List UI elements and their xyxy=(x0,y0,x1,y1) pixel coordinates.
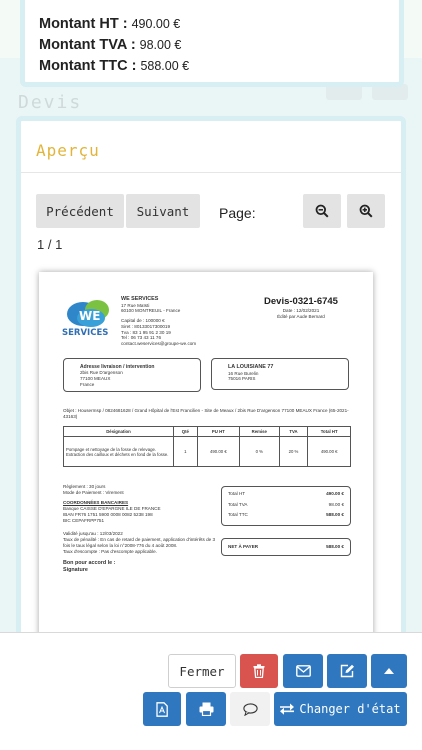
quote-author: Édité par Aude Bernard xyxy=(277,313,325,319)
bank-line: Banque CAISSE D'EPARGNE ILE DE FRANCE xyxy=(63,506,161,512)
total-ttc-value: 588.00 € xyxy=(140,59,190,73)
trash-icon xyxy=(253,664,265,678)
quote-lines-table xyxy=(63,426,351,467)
delete-button[interactable] xyxy=(240,654,278,688)
table-cell-total: 490.00 € xyxy=(308,437,351,467)
change-state-label: Changer d'état xyxy=(299,702,401,716)
bank-line: BIC CEPAFRPP751 xyxy=(63,517,105,523)
bank-title: COORDONNÉES BANCAIRES xyxy=(63,500,129,506)
exchange-icon xyxy=(280,703,294,715)
caret-up-icon xyxy=(384,668,394,674)
delivery-address-line: 2bis Rue D'argenson xyxy=(80,370,123,376)
table-cell-pu: 490.00 € xyxy=(197,437,239,467)
logo-subtext: SERVICES xyxy=(62,328,109,338)
document-page xyxy=(39,272,373,676)
table-cell-remise: 0 % xyxy=(240,437,280,467)
total-ttc-row xyxy=(39,55,189,76)
total-tva-label: Montant TVA : xyxy=(39,37,136,53)
company-name: WE SERVICES xyxy=(121,296,159,302)
sum-tva-label: Total TVA xyxy=(228,501,248,507)
company-line: Tel : 06 73 43 11 76 xyxy=(121,335,162,341)
client-address-line: 16 Rue Burelin xyxy=(228,370,259,376)
page-label: Page: xyxy=(219,205,256,221)
table-header: PU HT xyxy=(197,427,239,437)
table-header: TVA xyxy=(279,427,308,437)
validity-line: Taux d'escompte : Pas d'escompte applicable. xyxy=(63,548,157,554)
payment-line: Mode de Paiement : Virement xyxy=(63,489,124,495)
payment-line: Règlement : 30 jours xyxy=(63,484,106,489)
delivery-address-box xyxy=(63,358,201,392)
sum-ttc-label: Total TTC xyxy=(228,512,248,518)
preview-card xyxy=(16,116,406,676)
delivery-address-title: Adresse livraison / intervention xyxy=(80,364,155,370)
delivery-address-line: 77100 MEAUX xyxy=(80,375,111,381)
table-header: Qté xyxy=(174,427,198,437)
company-line: 17 Rue Maïsti xyxy=(121,302,150,308)
close-button[interactable]: Fermer xyxy=(168,654,236,688)
net-to-pay-label: NET À PAYER xyxy=(228,544,259,549)
table-cell-qty: 1 xyxy=(174,437,198,467)
payment-info xyxy=(63,484,223,574)
table-cell-tva: 20 % xyxy=(279,437,308,467)
total-tva-row xyxy=(39,34,189,55)
total-ht-row xyxy=(39,13,189,34)
quote-heading xyxy=(251,296,351,319)
company-info xyxy=(121,296,241,347)
comment-button[interactable] xyxy=(230,692,270,726)
print-button[interactable] xyxy=(186,692,226,726)
sum-ht-row xyxy=(228,491,344,497)
table-row xyxy=(64,437,351,467)
edit-button[interactable] xyxy=(327,654,367,688)
company-line: Capital de : 100000 € xyxy=(121,318,165,324)
preview-header xyxy=(21,121,401,173)
table-cell-designation: Pompage et nettoyage de la fosse de relevage. Extraction des cailloux et déchets en fond de la fosse. xyxy=(64,437,174,467)
zoom-out-button[interactable] xyxy=(303,194,341,228)
scroll-up-button[interactable] xyxy=(371,654,407,688)
company-logo xyxy=(61,294,117,338)
change-state-button[interactable] xyxy=(274,692,407,726)
pdf-file-icon xyxy=(156,702,168,717)
total-ttc-label: Montant TTC : xyxy=(39,58,137,74)
quote-subject: Objet : Housermsp / 0824681628 / Grand Hôpital de l'Est Francilien - Site de Meaux / 2bis Rue D'argenson 77100 MEAUX France (65-2021-43163) xyxy=(63,408,349,419)
totals-list xyxy=(39,13,189,76)
logo-text: WE xyxy=(79,309,101,323)
pdf-button[interactable] xyxy=(143,692,181,726)
bon-pour-accord: Bon pour accord le : xyxy=(63,560,116,567)
total-ht-label: Montant HT : xyxy=(39,16,128,32)
client-name: LA LOUISIANE 77 xyxy=(228,364,274,370)
comment-icon xyxy=(243,703,258,716)
company-logo-icon xyxy=(61,294,117,338)
client-address-box xyxy=(211,358,349,390)
validity-line: Taux de pénalité : En cas de retard de paiement, application d'intérêts de 3 fois le taux légal selon la loi n°2008-776 du 4 août 2008. xyxy=(63,537,216,548)
net-to-pay-box xyxy=(221,538,351,556)
zoom-out-icon xyxy=(315,204,329,218)
printer-icon xyxy=(199,702,214,716)
sum-tva-row xyxy=(228,502,344,508)
quote-date: Date : 12/02/2021 xyxy=(282,307,320,313)
page-count: 1 / 1 xyxy=(37,237,63,252)
table-header: Remise xyxy=(240,427,280,437)
total-ht-value: 490.00 € xyxy=(131,17,181,31)
previous-page-button[interactable]: Précédent xyxy=(36,194,124,228)
company-line: contact.weservices@groupe-we.com xyxy=(121,341,197,347)
sum-ttc-value: 588.00 € xyxy=(326,512,344,518)
section-background-title: Devis xyxy=(18,92,83,113)
next-page-button[interactable]: Suivant xyxy=(126,194,200,228)
sum-ht-label: Total HT xyxy=(228,491,246,496)
totals-card xyxy=(20,0,404,87)
summary-totals-box xyxy=(221,486,351,526)
quote-title: Devis-0321-6745 xyxy=(264,296,338,307)
sum-ht-value: 490.00 € xyxy=(326,491,344,496)
delivery-address-line: France xyxy=(80,381,95,387)
sum-tva-value: 98.00 € xyxy=(328,501,344,507)
total-tva-value: 98.00 € xyxy=(139,38,182,52)
company-line: 60100 MONTREUIL - France xyxy=(121,308,181,314)
send-email-button[interactable] xyxy=(283,654,323,688)
zoom-in-icon xyxy=(359,204,373,218)
action-bar xyxy=(0,632,422,750)
table-header: Total HT xyxy=(308,427,351,437)
preview-title: Aperçu xyxy=(36,141,100,160)
edit-icon xyxy=(340,664,355,678)
signature-label: Signature xyxy=(63,567,88,574)
table-header: Désignation xyxy=(64,427,174,437)
company-line: Siret : 80133017300019 xyxy=(121,323,171,329)
sum-ttc-row xyxy=(228,512,344,518)
envelope-icon xyxy=(296,665,311,677)
bank-line: IBAN FR76 1751 5900 0008 0082 5238 198 xyxy=(63,511,153,517)
validity-line: Validité jusqu'au : 12/03/2022 xyxy=(63,531,123,537)
client-address-line: 75016 PARIS xyxy=(228,376,256,382)
zoom-in-button[interactable] xyxy=(347,194,385,228)
net-to-pay-value: 588.00 € xyxy=(326,544,344,549)
company-line: Tva : 83 1 95 91 2 30 19 xyxy=(121,329,171,335)
